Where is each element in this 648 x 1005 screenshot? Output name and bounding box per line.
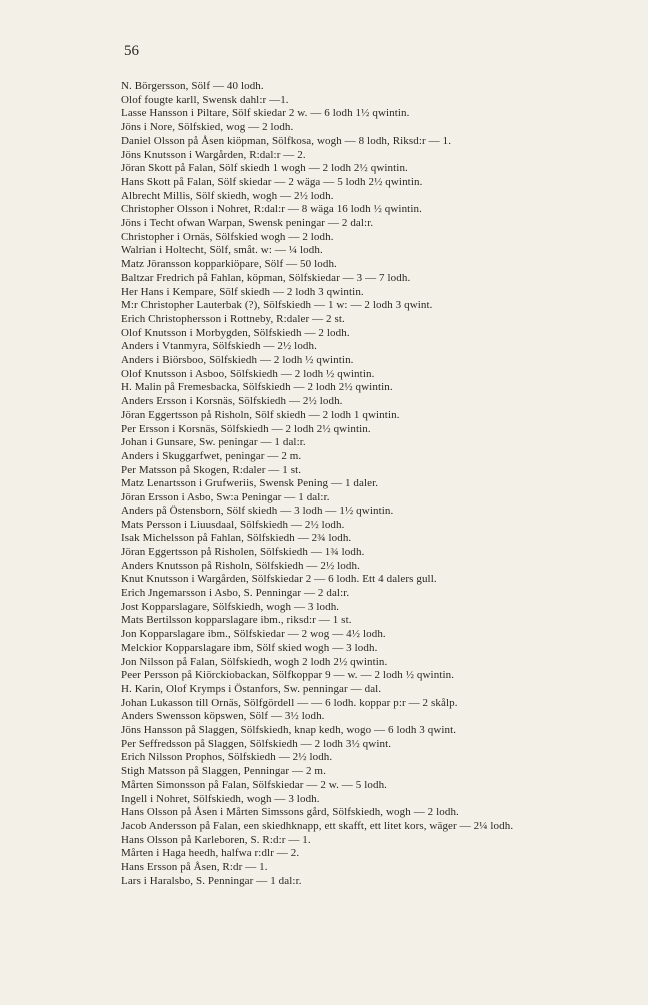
text-line: Erich Jngemarsson i Asbo, S. Penningar — 2 dal:r.: [121, 587, 350, 600]
text-line: Erich Christophersson i Rottneby, R:daler — 2 st.: [121, 312, 345, 325]
text-line: Matz Jöransson kopparkiöpare, Sölf — 50 lodh.: [121, 258, 337, 271]
text-line: Walrian i Holtecht, Sölf, småt. w: — ¼ lodh.: [121, 244, 323, 257]
text-line: Olof fougte karll, Swensk dahl:r —1.: [121, 93, 289, 106]
text-line: Baltzar Fredrich på Fahlan, köpman, Sölfskiedar — 3 — 7 lodh.: [121, 271, 411, 284]
text-line: Peer Persson på Kiörckiobackan, Sölfkoppar 9 — w. — 2 lodh ½ qwintin.: [121, 669, 455, 682]
text-line: Erich Nilsson Prophos, Sölfskiedh — 2½ lodh.: [121, 751, 333, 764]
text-line: Her Hans i Kempare, Sölf skiedh — 2 lodh 3 qwintin.: [121, 285, 364, 298]
text-line: Jon Kopparslagare ibm., Sölfskiedar — 2 wog — 4½ lodh.: [121, 628, 386, 641]
text-line: Per Seffredsson på Slaggen, Sölfskiedh — 2 lodh 3½ qwint.: [121, 737, 392, 750]
text-line: Hans Olsson på Åsen i Mårten Simssons gård, Sölfskiedh, wogh — 2 lodh.: [121, 806, 459, 819]
text-line: Knut Knutsson i Wargården, Sölfskiedar 2 — 6 lodh. Ett 4 dalers gull.: [121, 573, 437, 586]
text-line: Albrecht Millis, Sölf skiedh, wogh — 2½ lodh.: [121, 189, 334, 202]
text-line: Anders i Biörsboo, Sölfskiedh — 2 lodh ½ qwintin.: [121, 354, 354, 367]
text-line: Jon Nilsson på Falan, Sölfskiedh, wogh 2 lodh 2½ qwintin.: [121, 655, 388, 668]
text-line: Matz Lenartsson i Grufweriis, Swensk Pening — 1 daler.: [121, 477, 379, 490]
text-line: Lars i Haralsbo, S. Penningar — 1 dal:r.: [121, 874, 302, 887]
text-line: Melckior Kopparslagare ibm, Sölf skied wogh — 3 lodh.: [121, 641, 378, 654]
text-line: Olof Knutsson i Morbygden, Sölfskiedh — 2 lodh.: [121, 326, 350, 339]
text-line: Anders på Östensborn, Sölf skiedh — 3 lodh — 1½ qwintin.: [121, 504, 394, 517]
text-line: Ingell i Nohret, Sölfskiedh, wogh — 3 lodh.: [121, 792, 320, 805]
text-line: Hans Ersson på Åsen, R:dr — 1.: [121, 861, 268, 874]
text-line: Anders Swensson köpswen, Sölf — 3½ lodh.: [121, 710, 325, 723]
text-line: Per Matsson på Skogen, R:daler — 1 st.: [121, 463, 302, 476]
text-block: [121, 80, 611, 888]
text-line: Christopher i Ornäs, Sölfskied wogh — 2 lodh.: [121, 230, 334, 243]
text-line: Mats Persson i Liuusdaal, Sölfskiedh — 2½ lodh.: [121, 518, 345, 531]
text-line: H. Malin på Fremesbacka, Sölfskiedh — 2 lodh 2½ qwintin.: [121, 381, 393, 394]
text-line: Jöns i Nore, Sölfskied, wog — 2 lodh.: [121, 121, 294, 134]
text-line: Jöns i Techt ofwan Warpan, Swensk peningar — 2 dal:r.: [121, 217, 374, 230]
text-line: Mårten i Haga heedh, halfwa r:dlr — 2.: [121, 847, 300, 860]
text-line: Jöran Eggertsson på Risholn, Sölf skiedh — 2 lodh 1 qwintin.: [121, 408, 400, 421]
text-line: Johan Lukasson till Ornäs, Sölfgördell — — 6 lodh. koppar p:r — 2 skålp.: [121, 696, 458, 709]
text-line: Lasse Hansson i Piltare, Sölf skiedar 2 w. — 6 lodh 1½ qwintin.: [121, 107, 410, 120]
text-line: Anders Knutsson på Risholn, Sölfskiedh — 2½ lodh.: [121, 559, 360, 572]
text-line: Hans Olsson på Karleboren, S. R:d:r — 1.: [121, 833, 311, 846]
text-line: Jöran Ersson i Asbo, Sw:a Peningar — 1 dal:r.: [121, 491, 330, 504]
text-line: Jöns Hansson på Slaggen, Sölfskiedh, knap kedh, wogo — 6 lodh 3 qwint.: [121, 724, 457, 737]
text-line: Isak Michelsson på Fahlan, Sölfskiedh — 2¾ lodh.: [121, 532, 352, 545]
text-line: Jöns Knutsson i Wargården, R:dal:r — 2.: [121, 148, 306, 161]
text-line: Per Ersson i Korsnäs, Sölfskiedh — 2 lodh 2½ qwintin.: [121, 422, 371, 435]
text-line: Anders i Vtanmyra, Sölfskiedh — 2½ lodh.: [121, 340, 317, 353]
text-line: Olof Knutsson i Asboo, Sölfskiedh — 2 lodh ½ qwintin.: [121, 367, 375, 380]
text-line: Christopher Olsson i Nohret, R:dal:r — 8 wäga 16 lodh ½ qwintin.: [121, 203, 422, 216]
text-line: Johan i Gunsare, Sw. peningar — 1 dal:r.: [121, 436, 306, 449]
text-line: Stigh Matsson på Slaggen, Penningar — 2 m.: [121, 765, 326, 778]
text-line: Jöran Skott på Falan, Sölf skiedh 1 wogh — 2 lodh 2½ qwintin.: [121, 162, 408, 175]
text-line: Anders Ersson i Korsnäs, Sölfskiedh — 2½ lodh.: [121, 395, 343, 408]
page-number: 56: [124, 43, 139, 59]
text-line: Mats Bertilsson kopparslagare ibm., riksd:r — 1 st.: [121, 614, 352, 627]
text-line: Jacob Andersson på Falan, een skiedhknapp, ett skafft, ett litet kors, wäger — 2¼ lodh.: [121, 819, 514, 832]
text-line: M:r Christopher Lauterbak (?), Sölfskiedh — 1 w: — 2 lodh 3 qwint.: [121, 299, 433, 312]
text-line: Jost Kopparslagare, Sölfskiedh, wogh — 3 lodh.: [121, 600, 340, 613]
text-line: Daniel Olsson på Åsen kiöpman, Sölfkosa, wogh — 8 lodh, Riksd:r — 1.: [121, 134, 452, 147]
text-line: Mårten Simonsson på Falan, Sölfskiedar — 2 w. — 5 lodh.: [121, 778, 388, 791]
text-line: N. Börgersson, Sölf — 40 lodh.: [121, 80, 264, 92]
text-line: Hans Skott på Falan, Sölf skiedar — 2 wäga — 5 lodh 2½ qwintin.: [121, 175, 423, 188]
text-line: Anders i Skuggarfwet, peningar — 2 m.: [121, 449, 302, 462]
text-line: H. Karin, Olof Krymps i Östanfors, Sw. penningar — dal.: [121, 682, 382, 695]
text-line: Jöran Eggertsson på Risholen, Sölfskiedh — 1¾ lodh.: [121, 545, 365, 558]
